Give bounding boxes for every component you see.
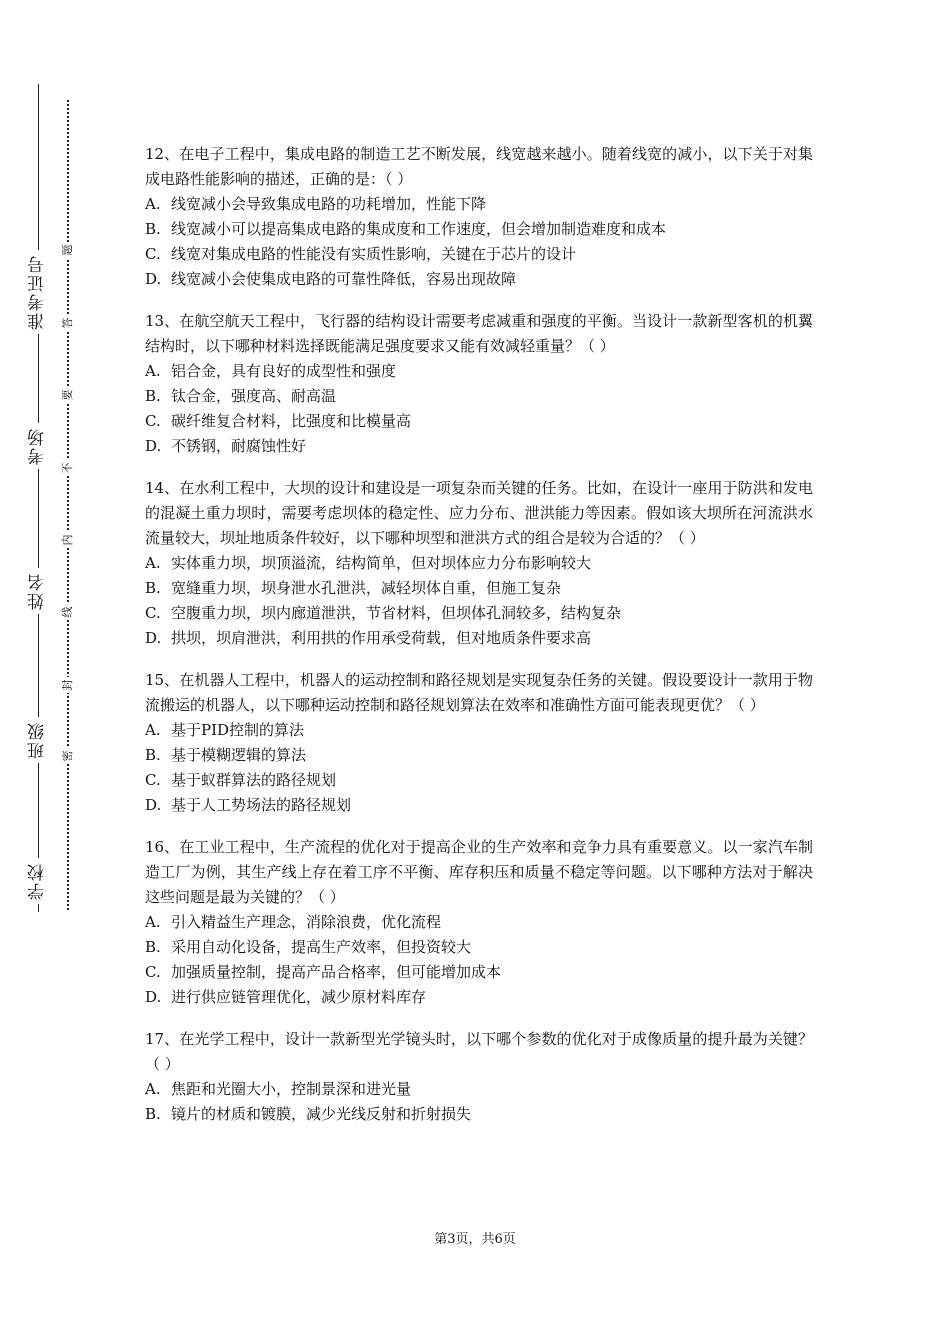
option-letter: D. [145,796,162,814]
question-stem: 12、在电子工程中，集成电路的制造工艺不断发展，线宽越来越小。随着线宽的减小，以下关于对集成电路性能影响的描述，正确的是：（ ） [145,145,813,188]
seal-char: 答 [61,315,75,331]
option-text: 基于人工势场法的路径规划 [171,796,352,814]
option-letter: D. [145,629,162,647]
binding-margin [0,0,90,1344]
option-letter: C. [145,412,161,430]
option-letter: D. [145,437,162,455]
question-stem: 14、在水利工程中，大坝的设计和建设是一项复杂而关键的任务。比如，在设计一座用于防洪和发电的混凝土重力坝时，需要考虑坝体的稳定性、应力分布、泄洪能力等因素。假如该大坝所在河流洪水流量较大，坝址地质条件较好，以下哪种坝型和泄洪方式的组合是较为合适的？（ ） [145,479,813,547]
option-letter: C. [145,604,161,622]
option-letter: B. [145,579,161,597]
seal-char: 密 [61,748,75,764]
option-b [145,576,813,601]
option-d [145,267,813,292]
option-d [145,985,813,1010]
exam-room-label: 考场 [24,423,52,469]
seal-char: 内 [61,532,75,548]
option-a [145,359,813,384]
option-b [145,1102,813,1127]
option-text: 线宽减小可以提高集成电路的集成度和工作速度，但会增加制造难度和成本 [171,220,667,238]
option-b [145,743,813,768]
seal-char: 不 [61,460,75,476]
binding-solid-line [38,84,39,912]
option-text: 碳纤维复合材料，比强度和比模量高 [171,412,412,430]
option-d [145,793,813,818]
option-b [145,217,813,242]
option-text: 焦距和光圈大小，控制景深和进光量 [171,1080,412,1098]
option-a [145,192,813,217]
option-letter: A. [145,913,161,931]
option-b [145,384,813,409]
seal-char: 线 [61,604,75,620]
option-letter: A. [145,721,161,739]
seal-char: 封 [61,677,75,693]
option-letter: B. [145,938,161,956]
option-text: 钛合金，强度高、耐高温 [171,387,337,405]
option-a [145,910,813,935]
option-a [145,718,813,743]
option-text: 基于PID控制的算法 [171,721,305,739]
option-c [145,409,813,434]
option-text: 实体重力坝，坝顶溢流，结构简单，但对坝体应力分布影响较大 [171,554,592,572]
option-letter: A. [145,362,161,380]
option-text: 加强质量控制，提高产品合格率，但可能增加成本 [171,963,502,981]
option-text: 基于模糊逻辑的算法 [171,746,307,764]
option-text: 引入精益生产理念，消除浪费，优化流程 [171,913,442,931]
option-letter: A. [145,554,161,572]
school-label: 学校 [24,858,52,904]
question-13 [145,309,813,459]
option-text: 镜片的材质和镀膜，减少光线反射和折射损失 [171,1105,472,1123]
question-14 [145,476,813,651]
option-letter: B. [145,387,161,405]
student-name-label: 姓名 [24,568,52,614]
option-text: 采用自动化设备，提高生产效率，但投资较大 [171,938,472,956]
option-a [145,1077,813,1102]
option-letter: A. [145,1080,161,1098]
option-text: 不锈钢，耐腐蚀性好 [171,437,307,455]
option-letter: A. [145,195,161,213]
question-stem: 15、在机器人工程中，机器人的运动控制和路径规划是实现复杂任务的关键。假设要设计一款用于物流搬运的机器人，以下哪种运动控制和路径规划算法在效率和准确性方面可能表现更优？（ ） [145,671,813,714]
seal-char: 要 [61,387,75,403]
option-letter: D. [145,988,162,1006]
page-number: 第3页，共6页 [434,1232,516,1247]
question-12 [145,142,813,292]
option-letter: B. [145,1105,161,1123]
option-letter: B. [145,220,161,238]
option-letter: C. [145,245,161,263]
option-c [145,768,813,793]
option-text: 线宽对集成电路的性能没有实质性影响，关键在于芯片的设计 [171,245,577,263]
option-letter: C. [145,771,161,789]
option-letter: B. [145,746,161,764]
option-text: 空腹重力坝，坝内廊道泄洪，节省材料，但坝体孔洞较多，结构复杂 [171,604,622,622]
option-a [145,551,813,576]
option-c [145,601,813,626]
exam-id-label: 准考证号 [24,250,52,334]
seal-dotted-line [67,100,69,910]
option-text: 拱坝，坝肩泄洪，利用拱的作用承受荷载，但对地质条件要求高 [171,629,592,647]
option-text: 铝合金，具有良好的成型性和强度 [171,362,397,380]
option-d [145,626,813,651]
option-b [145,935,813,960]
option-text: 基于蚁群算法的路径规划 [171,771,337,789]
question-list [145,142,813,1144]
class-label: 班级 [24,717,52,763]
question-17 [145,1027,813,1127]
option-c [145,960,813,985]
option-text: 线宽减小会导致集成电路的功耗增加，性能下降 [171,195,487,213]
option-letter: D. [145,270,162,288]
question-16 [145,835,813,1010]
option-letter: C. [145,963,161,981]
question-stem: 17、在光学工程中，设计一款新型光学镜头时，以下哪个参数的优化对于成像质量的提升最为关键？（ ） [145,1030,813,1073]
question-stem: 16、在工业工程中，生产流程的优化对于提高企业的生产效率和竞争力具有重要意义。以一家汽车制造工厂为例，其生产线上存在着工序不平衡、库存积压和质量不稳定等问题。以下哪种方法对于解决这些问题是最为关键的？（ ） [145,838,813,906]
option-text: 线宽减小会使集成电路的可靠性降低，容易出现故障 [171,270,517,288]
option-text: 宽缝重力坝，坝身泄水孔泄洪，减轻坝体自重，但施工复杂 [171,579,562,597]
question-stem: 13、在航空航天工程中，飞行器的结构设计需要考虑减重和强度的平衡。当设计一款新型客机的机翼结构时，以下哪种材料选择既能满足强度要求又能有效减轻重量？（ ） [145,312,813,355]
option-d [145,434,813,459]
seal-char: 题 [61,242,75,258]
question-15 [145,668,813,818]
option-text: 进行供应链管理优化，减少原材料库存 [171,988,427,1006]
option-c [145,242,813,267]
